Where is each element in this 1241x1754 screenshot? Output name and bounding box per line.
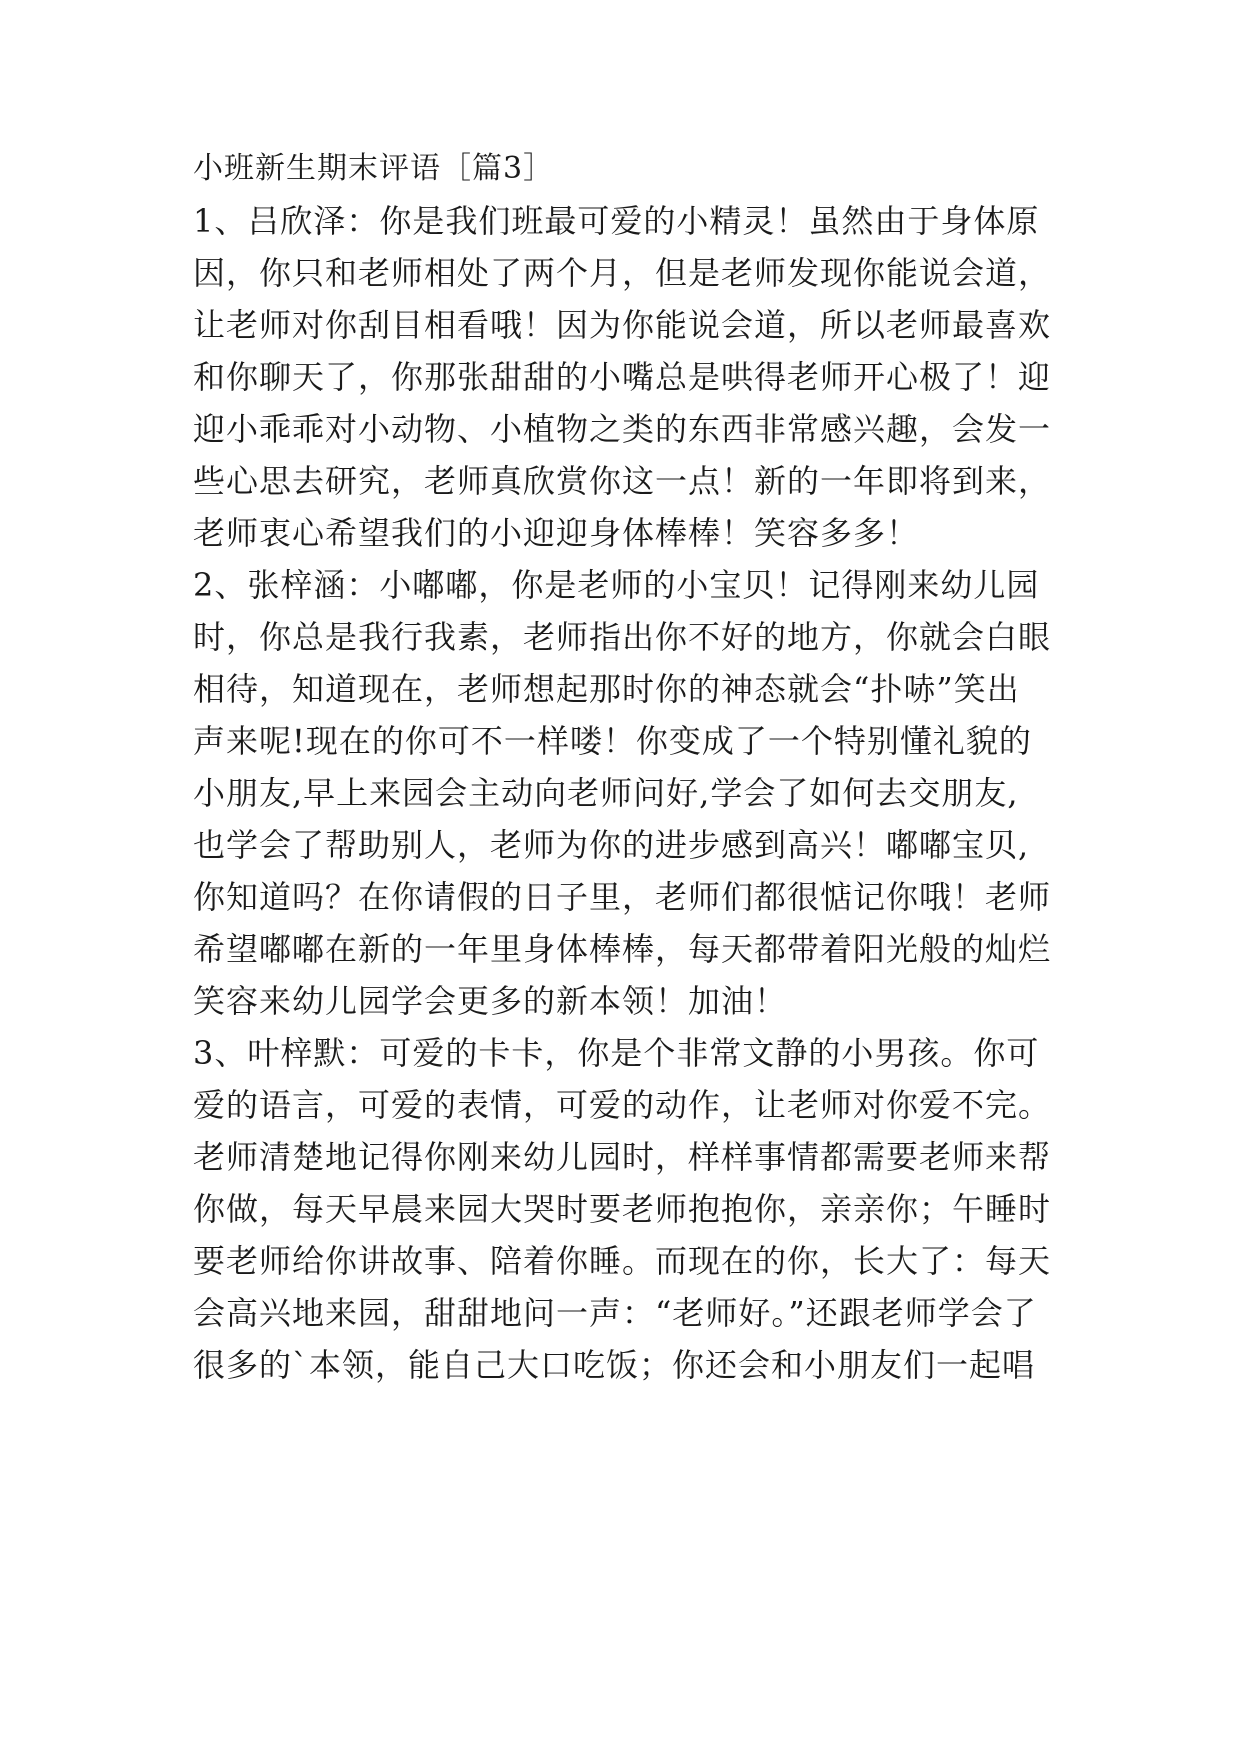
text-line: 要老师给你讲故事、陪着你睡。而现在的你，长大了：每天 (193, 1242, 1052, 1280)
text-line: 你知道吗？在你请假的日子里，老师们都很惦记你哦！老师 (193, 878, 1052, 916)
text-line: 也学会了帮助别人，老师为你的进步感到高兴！嘟嘟宝贝, (193, 826, 1030, 864)
text-line: 相待，知道现在，老师想起那时你的神态就会“扑哧”笑出 (193, 670, 1020, 708)
text-line: 让老师对你刮目相看哦！因为你能说会道，所以老师最喜欢 (193, 306, 1052, 344)
text-line: 些心思去研究，老师真欣赏你这一点！新的一年即将到来， (193, 462, 1052, 500)
text-line: 小朋友,早上来园会主动向老师问好,学会了如何去交朋友, (193, 774, 1019, 812)
text-line: 1、吕欣泽：你是我们班最可爱的小精灵！虽然由于身体原 (193, 202, 1040, 240)
text-line: 爱的语言，可爱的表情，可爱的动作，让老师对你爱不完。 (193, 1086, 1052, 1124)
text-line: 迎小乖乖对小动物、小植物之类的东西非常感兴趣，会发一 (193, 410, 1052, 448)
text-line: 笑容来幼儿园学会更多的新本领！加油！ (193, 982, 788, 1020)
text-line: 很多的`本领，能自己大口吃饭；你还会和小朋友们一起唱 (193, 1346, 1036, 1384)
text-line: 你做，每天早晨来园大哭时要老师抱抱你，亲亲你；午睡时 (193, 1190, 1052, 1228)
text-line: 因，你只和老师相处了两个月，但是老师发现你能说会道， (193, 254, 1052, 292)
text-line: 时，你总是我行我素，老师指出你不好的地方，你就会白眼 (193, 618, 1052, 656)
document-title: 小班新生期末评语［篇3］ (193, 151, 555, 186)
text-line: 老师衷心希望我们的小迎迎身体棒棒！笑容多多！ (193, 514, 920, 552)
text-line: 和你聊天了，你那张甜甜的小嘴总是哄得老师开心极了！迎 (193, 358, 1052, 396)
text-line: 老师清楚地记得你刚来幼儿园时，样样事情都需要老师来帮 (193, 1138, 1052, 1176)
text-line: 声来呢!现在的你可不一样喽！你变成了一个特别懂礼貌的 (193, 722, 1032, 760)
text-line: 会高兴地来园，甜甜地问一声：“老师好。”还跟老师学会了 (193, 1294, 1037, 1332)
text-line: 2、张梓涵：小嘟嘟，你是老师的小宝贝！记得刚来幼儿园 (193, 566, 1040, 604)
text-line: 3、叶梓默：可爱的卡卡，你是个非常文静的小男孩。你可 (193, 1034, 1040, 1072)
text-line: 希望嘟嘟在新的一年里身体棒棒，每天都带着阳光般的灿烂 (193, 930, 1052, 968)
